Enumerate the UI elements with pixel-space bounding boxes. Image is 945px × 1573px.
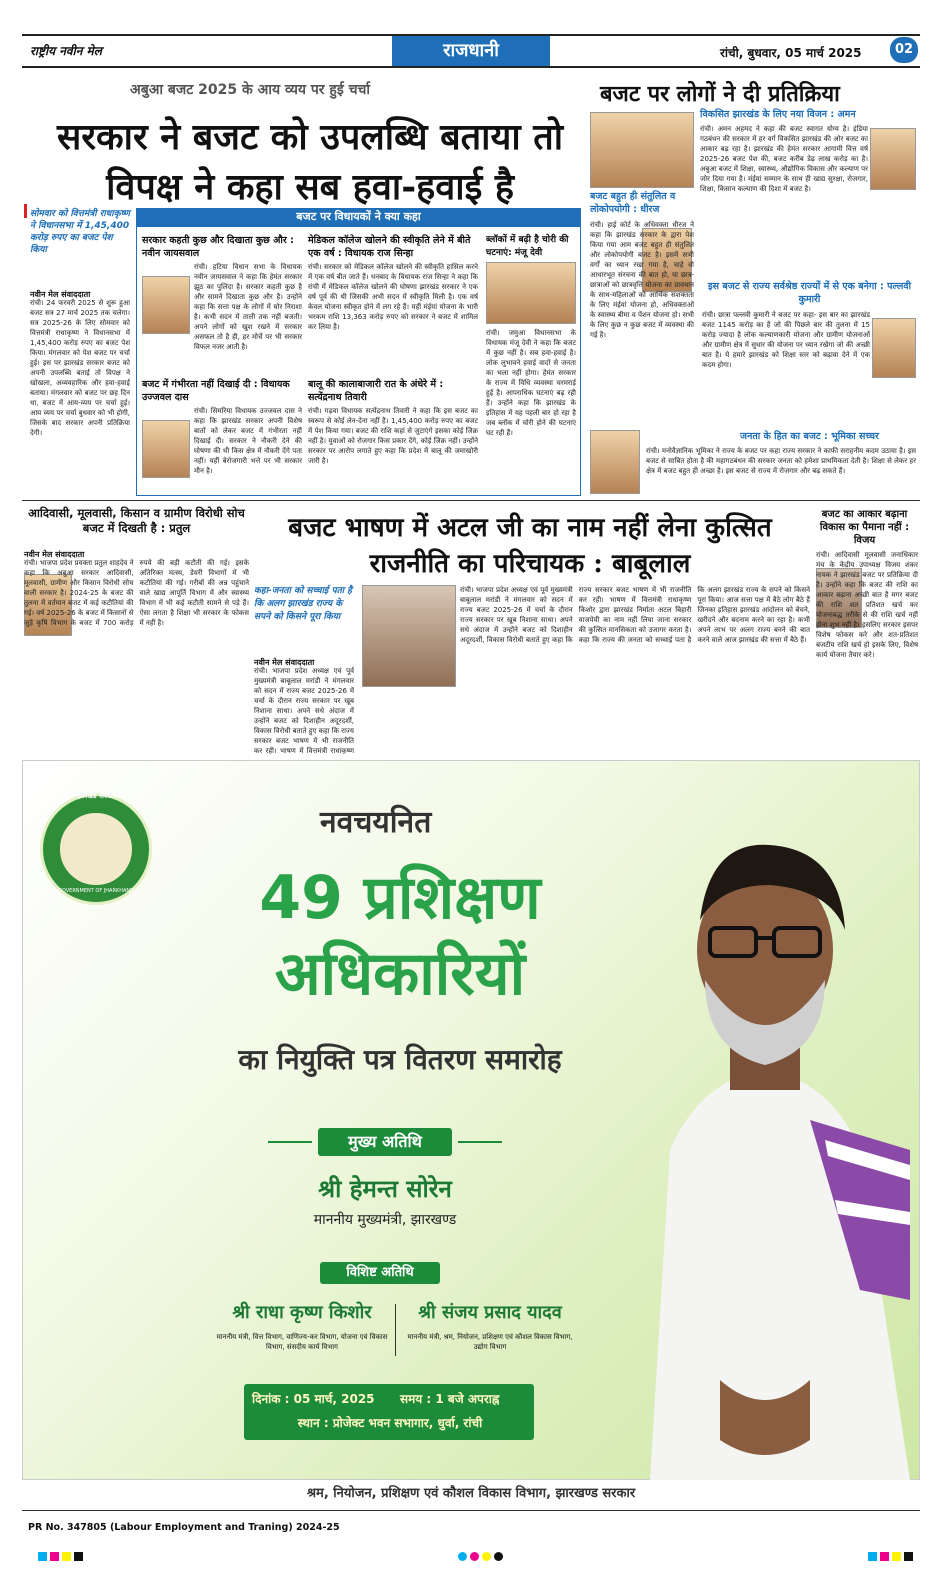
ribbon-flourish-left bbox=[268, 1141, 312, 1143]
footer-rule bbox=[22, 1510, 920, 1511]
pr-number: PR No. 347805 (Labour Employment and Traning) 2024-25 bbox=[28, 1522, 340, 1533]
mla-5-head: बालू की कालाबाजारी रात के अंधेरे में : सत्येंद्रनाथ तिवारी bbox=[308, 379, 444, 403]
chief-minister-portrait bbox=[610, 820, 920, 1480]
swatch-cyan-r bbox=[868, 1552, 877, 1561]
mla-3-head: ब्लॉकों में बढ़ी है चोरी की घटनाएं: मंजू देवी bbox=[486, 235, 569, 258]
lead-summary: सोमवार को वित्तमंत्री राधाकृष्ण ने विधानसभा में 1,45,400 करोड़ रुपए का बजट पेश किया bbox=[30, 209, 130, 255]
mla-3-photo bbox=[486, 262, 576, 324]
swatch-black-r bbox=[904, 1552, 913, 1561]
event-date: दिनांक : 05 मार्च, 2025 bbox=[252, 1392, 375, 1406]
swatch-black bbox=[74, 1552, 83, 1561]
reaction-1-portrait bbox=[870, 128, 916, 190]
reaction-3-photo bbox=[872, 318, 916, 378]
lead-kicker: अबुआ बजट 2025 के आय व्यय पर हुई चर्चा bbox=[130, 82, 370, 98]
vijay-body: रांची। आदिवासी मूलवासी जनाधिकार मंच के केंद्रीय उपाध्यक्ष विजय शंकर नायक ने झारखंड बजट पर प्रतिक्रिया दी है। उन्होंने कहा कि बजट की राशि का आकार बढ़ाना अच्छी बात है मगर बजट की राशि शत प्रतिशत खर्च कर योजनाबद्ध तरीके से की राशि खर्च नहीं होना शुभ नहीं है। इसलिए सरकार इसपर विशेष फोकस करे और शत-प्रतिशत बजटीय राशि खर्च हो इसके लिए, विशेष कार्य योजना तैयार करे। bbox=[816, 551, 918, 659]
summary-marker bbox=[24, 204, 27, 218]
mla-2-body: रांची। सरकार को मेडिकल कॉलेज खोलने की स्वीकृति हासिल करने में एक वर्ष बीत जाते हैं। धनबाद के विधायक राज सिन्हा ने कहा कि रांची में मेडिकल कॉलेज खोलने की घोषणा झारखंड सरकार ने एक वर्ष पूर्व की थी जिसकी अभी सदन में स्वीकृति मिली है। एक वर्ष केवल योजना स्वीकृत होने में लग रहे हैं। यहीं मंईयां योजना के भारी भरकम राशि 13,363 करोड़ रुपए को सरकार ने बजट में शामिल कर लिया है। bbox=[308, 263, 478, 331]
swatch-magenta bbox=[50, 1552, 59, 1561]
page-number: 02 bbox=[890, 37, 918, 63]
babulal-body-1: रांची। भाजपा प्रदेश अध्यक्ष एवं पूर्व मुख्यमंत्री बाबूलाल मरांडी ने मंगलवार को सदन में राज्य बजट 2025-26 में चर्चा के दौरान राज्य सरकार पर खूब निशाना साधा। अपने सधे अंदाज में उन्होंने बजट को दिशाहीन अदूरदर्शी, विकास विरोधी बताते हुए कहा कि राज्य सरकार बजट भाषण में भी राजनीति कर रही। भाषण में वित्तमंत्री राधाकृष्ण bbox=[254, 667, 354, 754]
section-title: राजधानी bbox=[392, 36, 550, 66]
swatch-cyan bbox=[38, 1552, 47, 1561]
lead-body: रांची। 24 फरवरी 2025 से शुरू हुआ बजट सत्र 27 मार्च 2025 तक चलेगा। सत्र 2025-26 के लिए सोमवार को वित्तमंत्री राधाकृष्ण ने विधानसभा में 1,45,400 करोड़ रुपए का बजट पेश किया। मंगलवार को पेश बजट पर चर्चा हुई। इस पर झारखंड सरकार बजट को अपनी उपलब्धि बताई तो विपक्ष ने खोखला, अव्यवहारिक और हवा-हवाई बताया। मंगलवार को बजट पर छह दिन था, बजट में आय-व्यय पर चर्चा हुई। आय व्यय पर चर्चा बुधवार को भी होगी, जिसके बाद सरकार अपनी प्रतिक्रिया देगी। bbox=[30, 299, 130, 437]
tribal-byline: नवीन मेल संवाददाता bbox=[24, 550, 85, 559]
babulal-body-2: रांची। भाजपा प्रदेश अध्यक्ष एवं पूर्व मुख्यमंत्री बाबूलाल मरांडी ने मंगलवार को सदन में राज्य बजट 2025-26 में चर्चा के दौरान राज्य सरकार पर खूब निशाना साधा। अपने सधे अंदाज में उन्होंने बजट को दिशाहीन अदूरदर्शी, विकास विरोधी बताते हुए कहा कि राज्य सरकार बजट भाषण में भी राजनीति कर रही। भाषण में वित्तमंत्री राधाकृष्ण किशोर द्वारा झारखंड निर्माता अटल बिहारी वाजपेयी का नाम नहीं लिया जाना सरकार की कुत्सित मानसिकता को उजागर करता है। कहा कि राज्य की जनता को सच्चाई पता है कि अलग झारखंड राज्य के सपने को किसने पूरा किया। आज सत्ता पक्ष में बैठे लोग बैठे हैं जिनका इतिहास झारखंड आंदोलन को बेचने, खरीदने और बदनाम करने का रहा है। कभी अपने लाभ पर अलग राज्य बनने की बात करने वाले आज झारखंड की सत्ता में बैठे हैं। bbox=[460, 586, 810, 644]
ad-line3: का नियुक्ति पत्र वितरण समारोह bbox=[238, 1043, 562, 1076]
divider bbox=[22, 500, 920, 501]
special-guest-label: विशिष्ट अतिथि bbox=[320, 1262, 440, 1284]
ad-line1: नवचयनित bbox=[320, 805, 432, 840]
event-time: समय : 1 बजे अपराह्न bbox=[400, 1392, 500, 1406]
swatch-magenta-dot bbox=[470, 1552, 479, 1561]
guest2-title: माननीय मंत्री, श्रम, नियोजन, प्रशिक्षण एवं कौशल विकास विभाग, उद्योग विभाग bbox=[407, 1333, 573, 1351]
babulal-byline: नवीन मेल संवाददाता bbox=[254, 658, 315, 667]
mla-1-body: रांची। हटिया विधान सभा के विधायक नवीन जायसवाल ने कहा कि हेमंत सरकार झूठ का पुलिंदा है। सरकार कहती कुछ है और सामने दिखाता कुछ और है। उन्होंने कहा कि सत्ता पक्ष के लोगों में घोर निराशा है। कभी सदन में ताली तक नहीं बजती। अपने लोगों को खुश रखने में सरकार असफल तो है ही, हर मोर्चे पर भी सरकार विफल नजर आती है। bbox=[194, 263, 302, 351]
emblem-icon bbox=[58, 811, 134, 887]
dateline: रांची, बुधवार, 05 मार्च 2025 bbox=[720, 46, 862, 60]
ad-footer: श्रम, नियोजन, प्रशिक्षण एवं कौशल विकास विभाग, झारखण्ड सरकार bbox=[22, 1480, 920, 1508]
reaction-2-head: बजट बहुत ही संतुलित व लोकोपयोगी : धीरज bbox=[590, 191, 676, 215]
vijay-head: बजट का आकार बढ़ाना विकास का पैमाना नहीं : विजय bbox=[819, 509, 910, 546]
event-venue: स्थान : प्रोजेक्ट भवन सभागार, धुर्वा, रांची bbox=[297, 1416, 483, 1430]
reaction-4-head: जनता के हित का बजट : भूमिका सच्चर bbox=[740, 431, 879, 442]
swatch-yellow bbox=[62, 1552, 71, 1561]
guest1-name: श्री राधा कृष्ण किशोर bbox=[232, 1302, 372, 1323]
chief-guest-title: माननीय मुख्यमंत्री, झारखण्ड bbox=[313, 1212, 457, 1228]
mla-4-body: रांची। सिमरिया विधायक उज्जवल दास ने कहा कि झारखंड सरकार अपनी विशेष बातों को लेकर बजट में गंभीरता नहीं दिखाई दी। सरकार ने नौकरी देने की घोषणा की थी किस क्षेत्र में नौकरी देंगे पता नहीं। यहीं बेरोजगारी भत्ते पर भी सरकार मौन है। bbox=[194, 407, 302, 475]
reaction-1-photo bbox=[590, 112, 694, 188]
logo-subtext: GOVERNMENT OF JHARKHAND bbox=[58, 888, 134, 894]
brand-name: राष्ट्रीय नवीन मेल bbox=[30, 44, 102, 58]
babulal-photo bbox=[362, 585, 456, 687]
babulal-headline: बजट भाषण में अटल जी का नाम नहीं लेना कुत्सित राजनीति का परिचायक : बाबूलाल bbox=[288, 513, 772, 579]
babulal-pullquote: कहा-जनता को सच्चाई पता है कि अलग झारखंड राज्य के सपने को किसने पूरा किया bbox=[254, 586, 352, 622]
reaction-1-body: रांची। अमन अहमद ने कहा की बजट स्वागत योग्य है। इंडिया गठबंधन की सरकार में हर वर्ग विकसित झारखंड की ओर बजट का आकार बढ़ रहा है। झारखंड की हेमंत सरकार आगामी वित्त वर्ष 2025-26 बजट पेश की, बजट करीब डेढ़ लाख करोड़ का है। अबुआ बजट में शिक्षा, स्वास्थ्य, औद्योगिक विकास और कल्याण पर जोर दिया गया है। मंईयां सम्मान के साथ ही खाद्य सुरक्षा, रोजगार, शिक्षा, किसान कल्याण की दिशा में बजट है। bbox=[700, 125, 868, 193]
swatch-magenta-r bbox=[880, 1552, 889, 1561]
mla-panel-title: बजट पर विधायकों ने क्या कहा bbox=[136, 208, 581, 226]
swatch-cyan-dot bbox=[458, 1552, 467, 1561]
guest-divider bbox=[395, 1304, 396, 1356]
reaction-1-head: विकसित झारखंड के लिए नया विजन : अमन bbox=[700, 109, 856, 120]
reaction-3-head: इस बजट से राज्य सर्वश्रेष्ठ राज्यों में से एक बनेगा : पल्लवी कुमारी bbox=[707, 281, 912, 305]
guest2-name: श्री संजय प्रसाद यादव bbox=[418, 1302, 562, 1323]
mla-1-head: सरकार कहती कुछ और दिखाता कुछ और : नवीन जायसवाल bbox=[142, 235, 294, 259]
ribbon-flourish-right bbox=[458, 1141, 502, 1143]
guest1-title: माननीय मंत्री, वित्त विभाग, वाणिज्य-कर विभाग, योजना एवं विकास विभाग, संसदीय कार्य विभाग bbox=[216, 1333, 388, 1351]
swatch-yellow-dot bbox=[482, 1552, 491, 1561]
reaction-2-body: रांची। हाई कोर्ट के अधिवक्ता धीरज ने कहा कि झारखंड सरकार के द्वारा पेश किया गया आम बजट बहुत ही संतुलित और लोकोपयोगी बजट है। इसमें सभी वर्गों का ध्यान रखा गया है, चाहे वो आधारभूत संरचना की बात हो, या छात्र-छात्राओं को छात्रवृत्ति योजना का प्रावधान के साथ-महिलाओं को आर्थिक सशक्तता के लिए मंईयां योजना हो, अधिवक्ताओं के स्वास्थ्य बीमा व पेंशन योजना हो। सभी के लिए कुछ न कुछ बजट में व्यवस्था की गई है। bbox=[590, 221, 694, 339]
reactions-title: बजट पर लोगों ने दी प्रतिक्रिया bbox=[600, 82, 840, 107]
logo-text: झारखंड सरकार bbox=[77, 792, 117, 800]
chief-guest-label: मुख्य अतिथि bbox=[318, 1128, 452, 1156]
swatch-black-dot bbox=[494, 1552, 503, 1561]
ad-line2: 49 प्रशिक्षण अधिकारियों bbox=[259, 863, 541, 1009]
tribal-body: रांची। भाजपा प्रदेश प्रवक्ता प्रतुल शाहदेव ने कहा कि अबुआ सरकार आदिवासी, मूलवासी, ग्रामीण और किसान विरोधी सोच वाली सरकार है। 2024-25 के बजट की तुलना में वर्तमान बजट में कई कटौतियां की गई। वर्ष 2025-26 के बजट में किसानों से जुड़े कृषि विभाग के बजट में 700 करोड़ रुपये की बड़ी कटौती की गई। इसके अतिरिक्त मत्स्य, डेयरी विभागों में भी कटौतियां की गई। गरीबों की अन्न पहुंचाने वाले खाद्य आपूर्ति विभाग में और स्वास्थ्य विभाग में भी कई कटौती सामने से पड़े हैं। ऐसा लगता है शिक्षा भी सरकार के फोकस में नहीं है। bbox=[24, 559, 249, 627]
reaction-4-body: रांची। मनोवैज्ञानिक भूमिका ने राज्य के बजट पर कहा राज्य सरकार ने काफी सराहनीय कदम उठाया है। इस बजट से साबित होता है की महागठबंधन की सरकार जनता को हमेशा प्राथमिकता देती है। शिक्षा से लेकर हर क्षेत्र में बजट बहुत ही अच्छा है। इस बजट से राज्य में रोजगार और बढ़ सकते हैं। bbox=[646, 447, 916, 475]
swatch-yellow-r bbox=[892, 1552, 901, 1561]
lead-byline: नवीन मेल संवाददाता bbox=[30, 290, 91, 299]
lead-headline: सरकार ने बजट को उपलब्धि बताया तो विपक्ष ने कहा सब हवा-हवाई है bbox=[56, 116, 564, 208]
tribal-head: आदिवासी, मूलवासी, किसान व ग्रामीण विरोधी सोच बजट में दिखती है : प्रतुल bbox=[28, 506, 245, 535]
mla-2-head: मेडिकल कॉलेज खोलने की स्वीकृति लेने में बीते एक वर्ष : विधायक राज सिन्हा bbox=[308, 235, 471, 259]
chief-guest-name: श्री हेमन्त सोरेन bbox=[318, 1175, 452, 1203]
mla-3-body: रांची। जमुआ विधानसभा के विधायक मंजू देवी ने कहा कि बजट में कुछ नहीं है। सब हवा-हवाई है। लोक लुभावने हवाई वादों से जनता का भला नहीं होगा। हेमंत सरकार के राज्य में विधि व्यवस्था चरमराई हुई है। आपराधिक घटनाएं बढ़ रही हैं। उन्होंने कहा कि झारखंड के इतिहास में यह पहली बार हो रहा है जब ब्लॉक में चोरी होने की घटनाएं घट रही हैं। bbox=[486, 329, 576, 437]
mla-4-head: बजट में गंभीरता नहीं दिखाई दी : विधायक उज्जवल दास bbox=[142, 379, 290, 403]
mla-5-body: रांची। गढ़वा विधायक सत्येंद्रनाथ तिवारी ने कहा कि इस बजट का स्वरूप से कोई लेन-देना नहीं है। 1,45,400 करोड़ रुपए का बजट में पेश किया गया। बजट की राशि कहां से जुटाएंगे इसका कोई जिक्र नहीं है। युवाओं को रोजगार किस प्रकार देंगे, कोई जिक्र नहीं। उन्होंने सरकार पर आरोप लगाते हुए कहा कि प्रदेश में बालू की जमाखोरी जारी है। bbox=[308, 407, 478, 465]
reaction-4-photo bbox=[590, 430, 640, 494]
reaction-3-body: रांची। छात्रा पल्लवी कुमारी ने बजट पर कहा- इस बार का झारखंड बजट 1145 करोड़ का है जो की पिछले बार की तुलना में 15 करोड़ ज्यादा है लोक कल्याणकारी योजना और ग्रामीण योजनाओं और ग्रामीण क्षेत्र में सुधार की योजना पर ध्यान रखेगा जो की अच्छी बात है। ये हमारे झारखंड को शिक्षा स्तर को बढ़ावा देने में एक कदम होगा। bbox=[702, 311, 870, 369]
